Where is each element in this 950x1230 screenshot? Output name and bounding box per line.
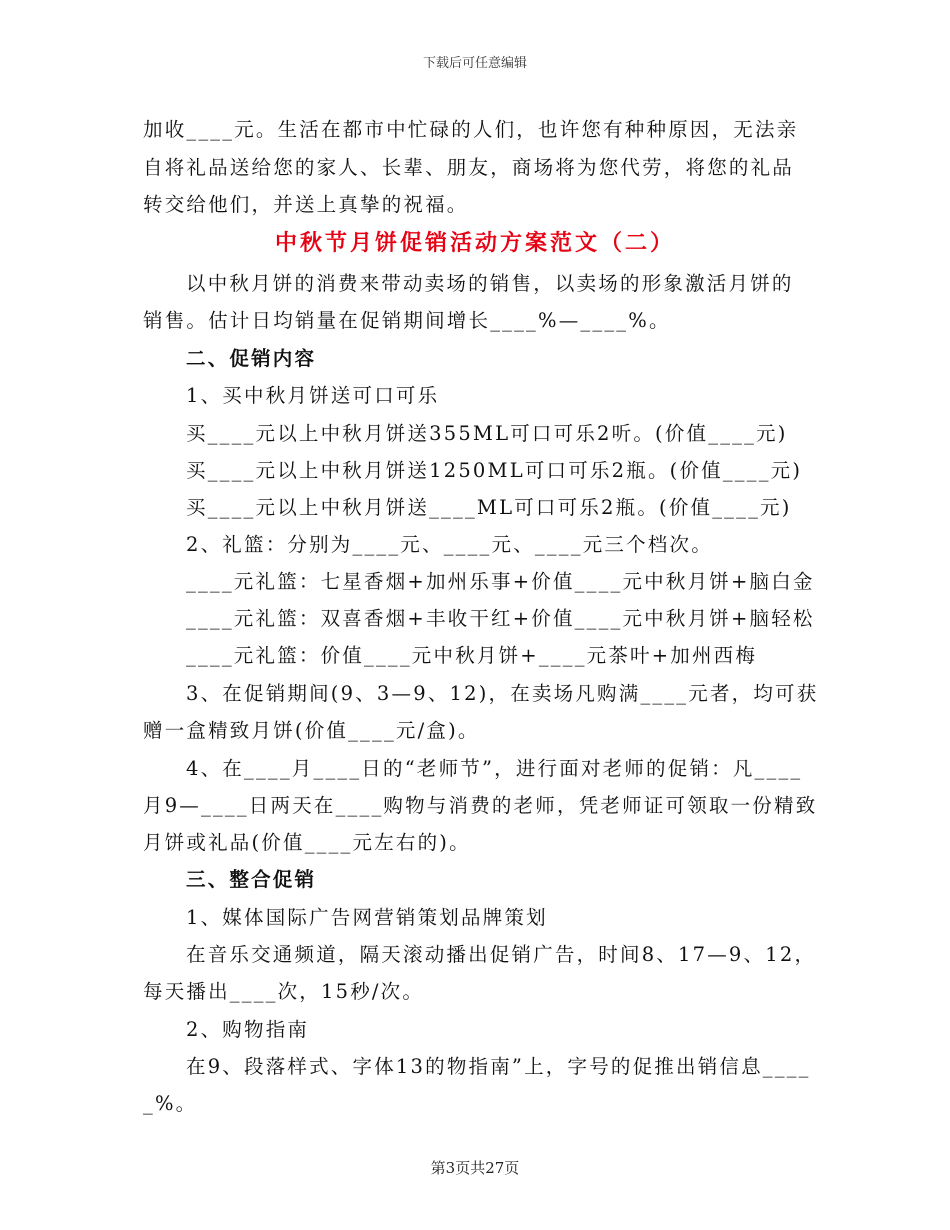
paragraph-line: 4、在____月____日的“老师节”，进行面对老师的促销：凡____ <box>186 757 803 780</box>
intro-line-1: 加收____元。生活在都市中忙碌的人们，也许您有种种原因，无法亲 <box>143 118 799 141</box>
subheading-shopping-guide: 2、购物指南 <box>186 1018 310 1041</box>
subheading-media: 1、媒体国际广告网营销策划品牌策划 <box>186 906 548 929</box>
paragraph-line: 以中秋月饼的消费来带动卖场的销售，以卖场的形象激活月饼的 <box>186 272 794 295</box>
page-footer: 第3页共27页 <box>430 1159 520 1177</box>
paragraph-line: 月9—____日两天在____购物与消费的老师，凭老师证可领取一份精致 <box>143 794 818 817</box>
paragraph-line: 赠一盒精致月饼(价值____元/盒)。 <box>143 719 480 742</box>
heading-integrated-promo: 三、整合促销 <box>186 868 317 891</box>
paragraph-line: 买____元以上中秋月饼送355ML可口可乐2听。(价值____元) <box>186 422 788 445</box>
section-title: 中秋节月饼促销活动方案范文（二） <box>274 230 675 256</box>
subheading-gift-basket: 2、礼篮：分别为____元、____元、____元三个档次。 <box>186 533 713 556</box>
paragraph-line: ____元礼篮：价值____元中秋月饼+____元茶叶+加州西梅 <box>186 644 758 667</box>
intro-line-3: 转交给他们，并送上真挚的祝福。 <box>143 193 469 216</box>
paragraph-line: 每天播出____次，15秒/次。 <box>143 980 425 1003</box>
intro-line-2: 自将礼品送给您的家人、长辈、朋友，商场将为您代劳，将您的礼品 <box>143 156 795 179</box>
paragraph-line: 3、在促销期间(9、3—9、12)，在卖场凡购满____元者，均可获 <box>186 682 819 705</box>
paragraph-line: 在音乐交通频道，隔天滚动播出促销广告，时间8、17—9、12， <box>186 943 817 966</box>
paragraph-line: 销售。估计日均销量在促销期间增长____%—____%。 <box>143 309 671 332</box>
paragraph-line: 月饼或礼品(价值____元左右的)。 <box>143 831 471 854</box>
paragraph-line: 在9、段落样式、字体13的物指南”上，字号的促推出销信息____ <box>186 1055 811 1078</box>
heading-promo-content: 二、促销内容 <box>186 347 317 370</box>
subheading-coke: 1、买中秋月饼送可口可乐 <box>186 384 440 407</box>
paragraph-line: 买____元以上中秋月饼送____ML可口可乐2瓶。(价值____元) <box>186 496 792 519</box>
paragraph-line: 买____元以上中秋月饼送1250ML可口可乐2瓶。(价值____元) <box>186 459 803 482</box>
page-header: 下载后可任意编辑 <box>422 56 527 71</box>
paragraph-line: _%。 <box>143 1092 198 1115</box>
paragraph-line: ____元礼篮：七星香烟+加州乐事+价值____元中秋月饼+脑白金 <box>186 570 815 593</box>
paragraph-line: ____元礼篮：双喜香烟+丰收干红+价值____元中秋月饼+脑轻松 <box>186 607 815 630</box>
